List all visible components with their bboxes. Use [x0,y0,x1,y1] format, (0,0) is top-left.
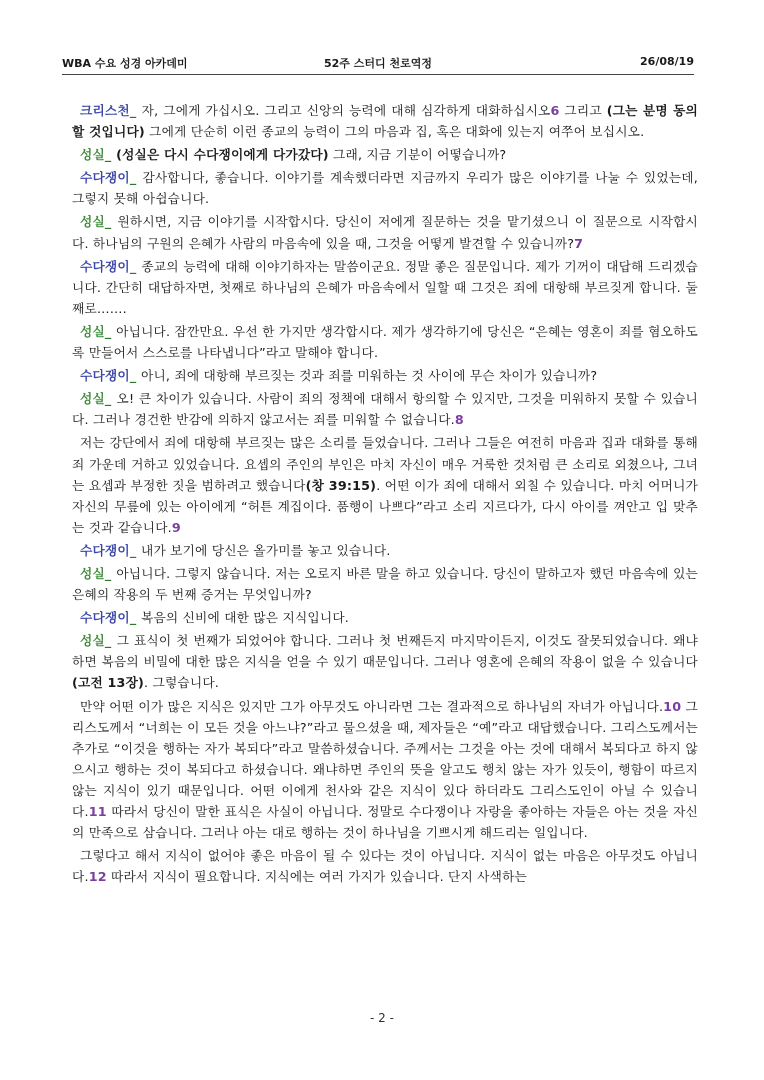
paragraph-text: 그리스도께서 “너희는 이 모든 것을 아느냐?”라고 물으셨을 때, 제자들은 “예”라고 대답했습니다. 그리스도께서는 추가로 “이것을 행하는 자가 복되다”라고 말씀하셨습니다. 주께서는 그것을 아는 것에 대해서 복되다고 하지 않으시고 행하는 것이 복되다고 하셨습니다. 왜냐하면 주인의 뜻을 알고도 행치 않는 자가 있듯이, 행함이 따르지 않는 지식이 있기 때문입니다. 어떤 이에게 천사와 같은 지식이 있다 하더라도 그리스도인이 아닐 수 있습니다. [72,698,698,819]
speaker-name: 성실 [80,391,105,407]
document-body [72,100,698,889]
paragraph-text: 종교의 능력에 대해 이야기하자는 말씀이군요. 정말 좋은 질문입니다. 제가 기꺼이 대답해 드리겠습니다. 간단히 대답하자면, 첫째로 하나님의 은혜가 마음속에서 일할 때 그것은 죄에 대항해 부르짖게 합니다. 둘째로……. [72,258,698,316]
paragraph-text: 따라서 지식이 필요합니다. 지식에는 여러 가지가 있습니다. 단지 사색하는 [106,869,528,885]
speaker-separator: _ [104,147,117,163]
paragraph-text: 저는 강단에서 죄에 대항해 부르짖는 많은 소리를 들었습니다. 그러나 그들은 여전히 마음과 집과 대화를 통해 죄 가운데 거하고 있었습니다. 요셉의 주인의 부인은 마치 자신이 매우 거룩한 것처럼 큰 소리로 외쳤으나, 그녀는 요셉과 부정한 짓을 범하려고 했습니다 [72,435,698,493]
speaker-name: 성실 [80,565,105,581]
paragraph-text: 아닙니다. 잠깐만요. 우선 한 가지만 생각합시다. 제가 생각하기에 당신은 “은혜는 영혼이 죄를 혐오하도록 만들어서 스스로를 나타냅니다”라고 말해야 합니다. [72,323,698,361]
dialogue-paragraph [72,563,698,605]
speaker-separator: _ [129,103,142,118]
speaker-separator: _ [129,542,141,558]
paragraph-text: 원하시면, 지금 이야기를 시작합시다. 당신이 저에게 질문하는 것을 맡기셨으니 이 질문으로 시작합시다. 하나님의 구원의 은혜가 사람의 마음속에 있을 때, 그것을 어떻게 발견할 수 있습니까? [72,214,698,251]
speaker-name: 수다쟁이 [80,258,130,274]
speaker-name: 성실 [80,323,105,339]
paragraph-text: 복음의 신비에 대한 많은 지식입니다. [141,610,350,626]
dialogue-paragraph [72,845,698,887]
dialogue-paragraph [72,540,698,561]
header-study-title: 52주 스터디 천로역정 [324,57,432,70]
page-number: - 2 - [370,1011,394,1025]
header-academy-name: WBA 수요 성경 아카데미 [62,57,188,70]
footnote-marker: 6 [550,103,560,118]
dialogue-paragraph [72,630,698,693]
paragraph-text: 만약 어떤 이가 많은 지식은 있지만 그가 아무것도 아니라면 그는 결과적으로 하나님의 자녀가 아닙니다. [80,698,664,714]
dialogue-paragraph [72,388,698,430]
paragraph-text: 따라서 당신이 말한 표식은 사실이 아닙니다. 정말로 수다쟁이나 자랑을 좋아하는 자들은 아는 것을 자신의 만족으로 삼습니다. 그러나 아는 대로 행하는 것이 하나님을 기쁘시게 해드리는 일입니다. [72,804,698,841]
paragraph-text: 오! 큰 차이가 있습니다. 사람이 죄의 정책에 대해서 항의할 수 있지만, 그것을 미워하지 못할 수 있습니다. 그러나 경건한 반감에 의하지 않고서는 죄를 미워할 수 없습니다. [72,391,698,428]
speaker-separator: _ [129,368,141,384]
paragraph-text: 감사합니다, 좋습니다. 이야기를 계속했더라면 지금까지 우리가 많은 이야기를 나눌 수 있었는데, 그렇지 못해 아쉽습니다. [72,170,698,207]
dialogue-paragraph [72,607,698,628]
speaker-separator: _ [129,610,141,626]
footnote-marker: 11 [88,804,107,819]
speaker-separator: _ [129,258,142,274]
speaker-separator: _ [104,633,117,649]
speaker-separator: _ [129,170,143,186]
footnote-marker: 10 [663,698,682,714]
paragraph-text: 그렇다고 해서 지식이 없어야 좋은 마음이 될 수 있다는 것이 아닙니다. 지식이 없는 마음은 아무것도 아닙니다. [72,848,698,885]
dialogue-paragraph [72,167,698,209]
footnote-marker: 8 [454,412,464,428]
emphasis-text: (성실은 다시 수다쟁이에게 다가갔다) [116,147,329,163]
speaker-name: 수다쟁이 [80,170,130,186]
speaker-separator: _ [104,565,117,581]
footnote-marker: 7 [574,235,584,251]
dialogue-paragraph [72,211,698,253]
paragraph-text: 아니, 죄에 대항해 부르짖는 것과 죄를 미워하는 것 사이에 무슨 차이가 있습니까? [141,368,598,384]
speaker-name: 수다쟁이 [80,610,130,626]
footnote-marker: 9 [171,519,181,535]
speaker-name: 수다쟁이 [80,542,130,558]
paragraph-text: 그에게 단순히 이런 종교의 능력이 그의 마음과 집, 혹은 대화에 있는지 여쭈어 보십시오. [144,124,645,140]
speaker-separator: _ [104,214,118,230]
paragraph-text: . 그렇습니다. [144,675,220,691]
speaker-name: 성실 [80,633,105,649]
dialogue-paragraph [72,696,698,844]
paragraph-text: 내가 보기에 당신은 올가미를 놓고 있습니다. [141,542,391,558]
paragraph-text: 그리고 [559,103,607,118]
speaker-separator: _ [104,391,117,407]
emphasis-text: (고전 13장) [72,675,145,691]
paragraph-text: 자, 그에게 가십시오. 그리고 신앙의 능력에 대해 심각하게 대화하십시오 [141,103,551,118]
dialogue-paragraph [72,321,698,363]
emphasis-text: (그는 분명 동의할 것입니다) [72,103,698,140]
paragraph-text: 그 표식이 첫 번째가 되었어야 합니다. 그러나 첫 번째든지 마지막이든지, 이것도 잘못되었습니다. 왜냐하면 복음의 비밀에 대한 많은 지식을 얻을 수 있기 때문입니다. 그러나 영혼에 은혜의 작용이 없을 수 있습니다 [72,633,698,670]
dialogue-paragraph [72,365,698,386]
dialogue-paragraph [72,144,698,165]
speaker-name: 수다쟁이 [80,368,130,384]
header-date: 26/08/19 [640,55,694,68]
paragraph-text: 그래, 지금 기분이 어떻습니까? [328,147,507,163]
emphasis-text: (창 39:15) [305,477,377,493]
speaker-name: 성실 [80,147,105,163]
speaker-separator: _ [104,323,117,339]
dialogue-paragraph [72,256,698,319]
speaker-name: 성실 [80,214,105,230]
paragraph-text: 아닙니다. 그렇지 않습니다. 저는 오로지 바른 말을 하고 있습니다. 당신이 말하고자 했던 마음속에 있는 은혜의 작용의 두 번째 증거는 무엇입니까? [72,565,698,603]
dialogue-paragraph [72,100,698,142]
paragraph-text: . 어떤 이가 죄에 대해서 외칠 수 있습니다. 마치 어머니가 자신의 무릎에 있는 아이에게 “허튼 계집이다. 품행이 나쁘다”라고 소리 지르다가, 다시 아이를 껴안고 입 맞추는 것과 같습니다. [72,477,698,535]
page-header [62,52,694,75]
footnote-marker: 12 [88,869,107,885]
dialogue-paragraph [72,432,698,537]
speaker-name: 크리스천 [80,103,130,118]
